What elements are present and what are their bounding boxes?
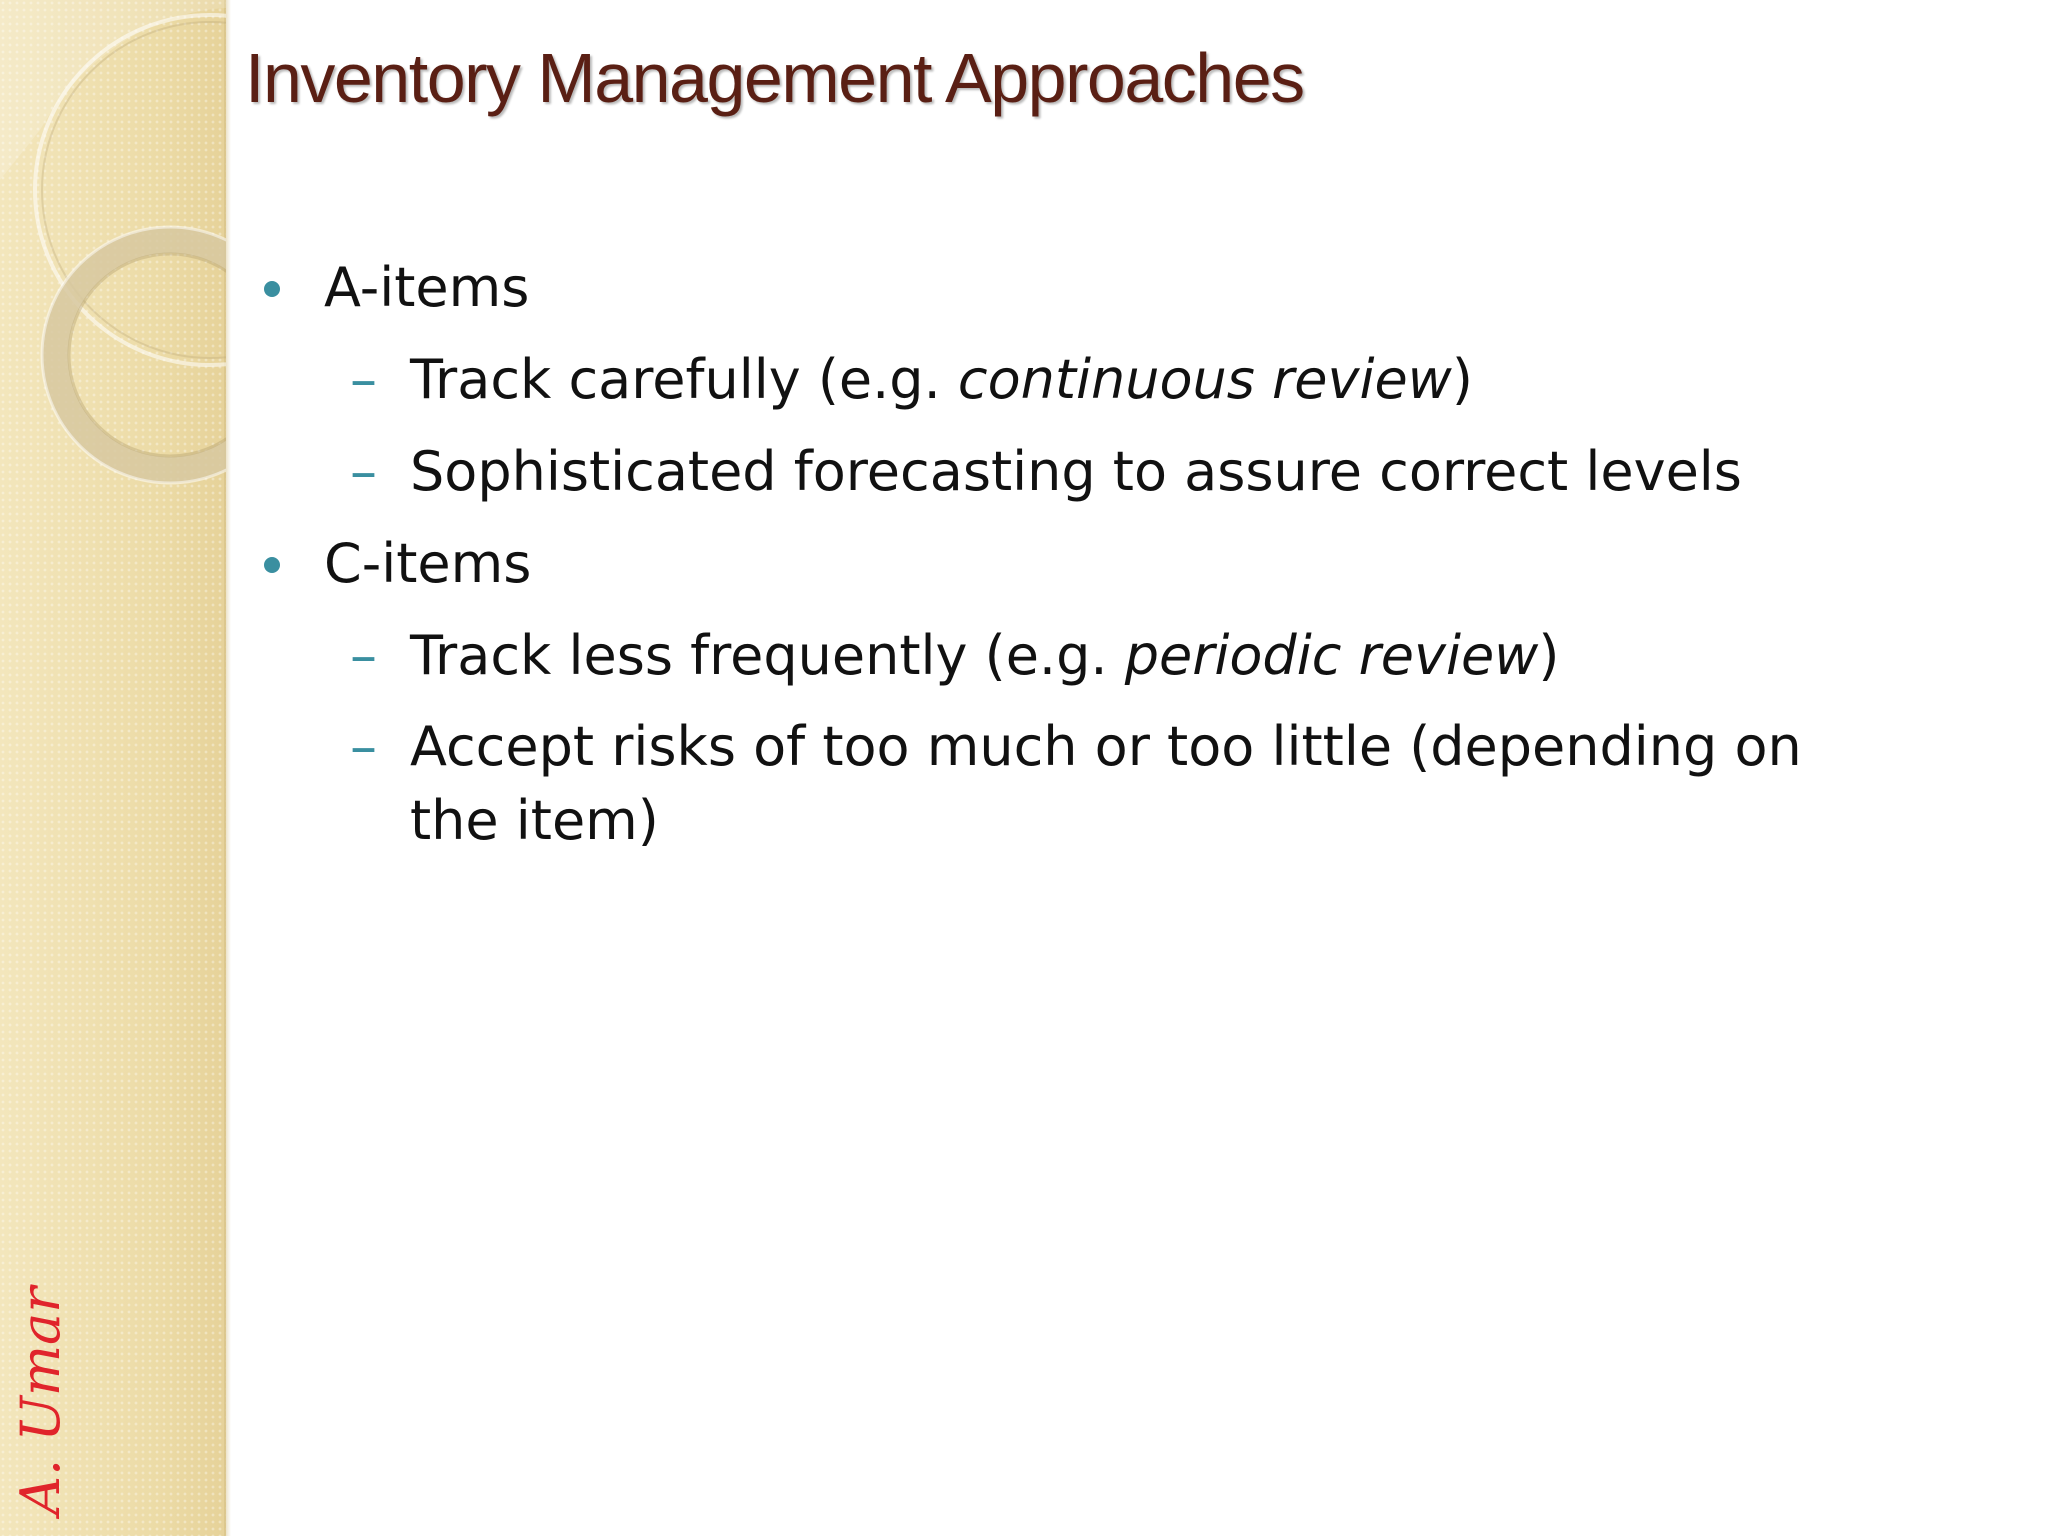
bullet-dot-icon xyxy=(264,281,280,297)
dash-icon: – xyxy=(350,715,377,778)
sub-bullet-text: Sophisticated forecasting to assure correct levels xyxy=(410,440,1742,503)
dash-icon: – xyxy=(350,440,377,503)
bullet-dot-icon xyxy=(264,557,280,573)
dash-icon: – xyxy=(350,348,377,411)
bullet-item-a-items xyxy=(258,250,1878,326)
sub-bullet-emphasis: continuous review xyxy=(957,348,1452,411)
sub-bullet-emphasis: periodic review xyxy=(1124,624,1539,687)
author-signature: A. Umar xyxy=(9,1286,72,1515)
sidebar-edge-shadow xyxy=(226,0,231,1536)
sub-bullet-accept-risks xyxy=(258,710,1878,858)
slide-title: Inventory Management Approaches xyxy=(245,39,1304,117)
bullet-list xyxy=(258,250,1878,874)
sub-bullet-text-end: ) xyxy=(1538,624,1560,687)
decorative-sidebar xyxy=(0,0,226,1536)
sub-bullet-text: Accept risks of too much or too little (depending on the item) xyxy=(410,715,1802,852)
sub-bullet-text: Track less frequently (e.g. xyxy=(410,624,1125,687)
sub-bullet-track-carefully xyxy=(258,342,1878,418)
dash-icon: – xyxy=(350,624,377,687)
bullet-label: A-items xyxy=(324,256,530,319)
bullet-item-c-items xyxy=(258,526,1878,602)
sub-bullet-track-less xyxy=(258,618,1878,694)
sub-bullet-forecasting xyxy=(258,434,1878,510)
sub-bullet-text-end: ) xyxy=(1451,348,1473,411)
bullet-label: C-items xyxy=(324,532,532,595)
sub-bullet-text: Track carefully (e.g. xyxy=(410,348,958,411)
decorative-rings-graphic xyxy=(0,0,226,520)
